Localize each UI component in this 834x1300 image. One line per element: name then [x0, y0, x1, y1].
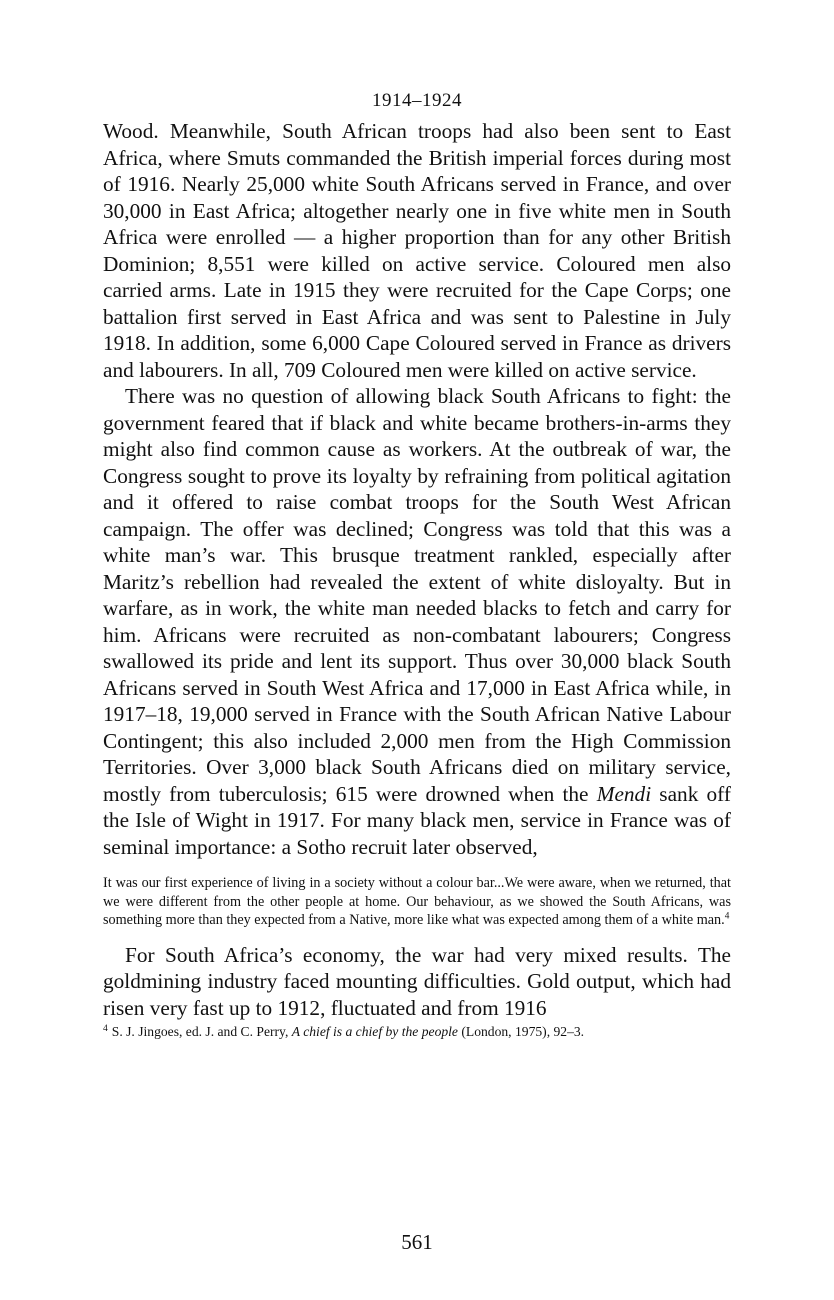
- page-number: 561: [401, 1230, 433, 1254]
- body-paragraph-2-text-a: There was no question of allowing black South Africans to fight: the government feared that if black and white became brothers-in-arms they might also find common cause as workers. At the outbreak of war, the Congress sought to prove its loyalty by refraining from political agitation and it offered to raise combat troops for the South West African campaign. The offer was declined; Congress was told that this was a white man’s war. This brusque treatment rankled, especially after Maritz’s rebellion had revealed the extent of white disloyalty. But in warfare, as in work, the white man needed blacks to fetch and carry for him. Africans were recruited as non-combatant labourers; Congress swallowed its pride and lent its support. Thus over 30,000 black South Africans served in South West Africa and 17,000 in East Africa while, in 1917–18, 19,000 served in France with the South African Native Labour Contingent; this also included 2,000 men from the High Commission Territories. Over 3,000 black South Africans died on military service, mostly from tuberculosis; 615 were drowned when the: [103, 384, 731, 806]
- page: [103, 88, 731, 1041]
- footnote-mark: 4: [103, 1023, 108, 1034]
- running-head: 1914–1924: [372, 90, 462, 111]
- body-paragraph-2-text-b: sank off the Isle of Wight in 1917. For many black men, service in France was of seminal importance: a Sotho recruit later observed,: [103, 781, 731, 859]
- block-quote: [103, 874, 731, 930]
- ship-name-mendi: Mendi: [596, 781, 652, 806]
- block-quote-text: It was our first experience of living in a society without a colour bar...We were aware, when we returned, that we were different from the other people at home. Our behaviour, as we showed the South Africans, was something more than they expected from a Native, more like what was expected among them of a white man.: [103, 875, 731, 929]
- body-paragraph-3: For South Africa’s economy, the war had very mixed results. The goldmining industry faced mounting difficulties. Gold output, which had risen very fast up to 1912, fluctuated and from 1916: [103, 942, 731, 1020]
- footnote-book-title: A chief is a chief by the people: [291, 1024, 458, 1040]
- footnote-text-a: S. J. Jingoes, ed. J. and C. Perry,: [111, 1024, 292, 1040]
- footnote-text-b: (London, 1975), 92–3.: [457, 1024, 585, 1040]
- footnote-reference: 4: [724, 910, 730, 921]
- footnote: [103, 1023, 731, 1041]
- body-paragraph-1: Wood. Meanwhile, South African troops had also been sent to East Africa, where Smuts commanded the British imperial forces during most of 1916. Nearly 25,000 white South Africans served in France, and over 30,000 in East Africa; altogether nearly one in five white men in South Africa were enrolled — a higher proportion than for any other British Dominion; 8,551 were killed on active service. Coloured men also carried arms. Late in 1915 they were recruited for the Cape Corps; one battalion first served in East Africa and was sent to Palestine in July 1918. In addition, some 6,000 Cape Coloured served in France as drivers and labourers. In all, 709 Coloured men were killed on active service.: [103, 119, 731, 382]
- body-paragraph-2: [103, 383, 731, 860]
